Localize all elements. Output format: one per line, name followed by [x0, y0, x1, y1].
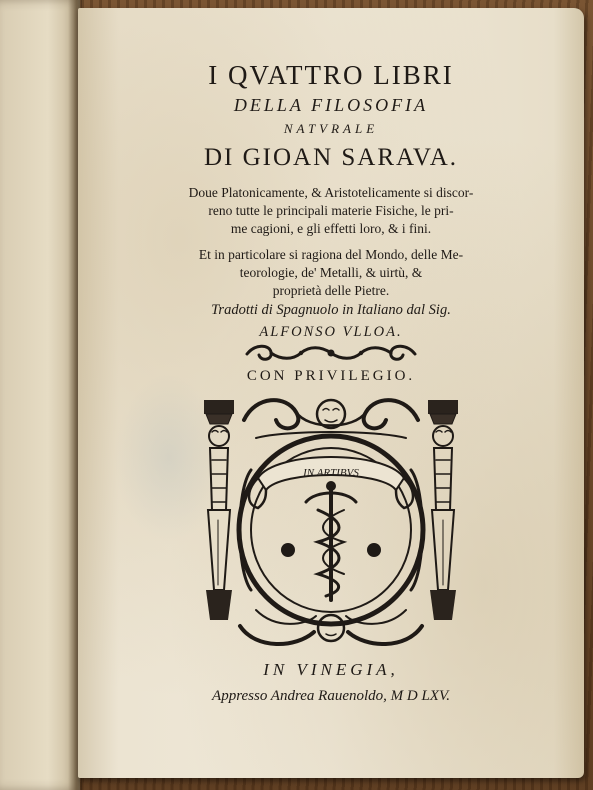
fleuron-ornament [241, 342, 421, 364]
subjects-line: teorologie, de' Metalli, & uirtù, & [239, 265, 423, 280]
title-line-2: DELLA FILOSOFIA [233, 95, 429, 115]
translator-name: ALFONSO VLLOA. [259, 324, 403, 340]
translator-line: Tradotti di Spagnuolo in Italiano dal Sig. [211, 302, 451, 318]
printers-device-woodcut [196, 390, 466, 652]
title-page [78, 8, 584, 778]
title-line-1: I QVATTRO LIBRI [208, 60, 454, 90]
description-line: Doue Platonicamente, & Aristotelicamente si discor- [188, 185, 474, 200]
imprint-printer-date: Appresso Andrea Rauenoldo, M D LXV. [212, 688, 450, 704]
bottom-scrollwork [240, 610, 422, 644]
subjects-block [78, 246, 584, 300]
device-motto: IN ARTIBVS [303, 467, 359, 479]
top-scrollwork [244, 400, 418, 438]
caryatid-right [428, 400, 458, 620]
description-block [78, 184, 584, 238]
caryatid-left [204, 400, 234, 620]
caduceus-emblem [306, 481, 356, 600]
imprint-place: IN VINEGIA, [263, 660, 399, 679]
privilege-line: CON PRIVILEGIO. [246, 368, 416, 384]
subjects-line: proprietà delle Pietre. [272, 283, 390, 298]
description-line: me cagioni, e gli effetti loro, & i fini. [230, 221, 432, 236]
description-line: reno tutte le principali materie Fisiche, le pri- [208, 203, 454, 218]
title-line-3: NATVRALE [283, 121, 379, 136]
subjects-line: Et in particolare si ragiona del Mondo, delle Me- [198, 247, 464, 262]
author-line: DI GIOAN SARAVA. [203, 144, 459, 171]
